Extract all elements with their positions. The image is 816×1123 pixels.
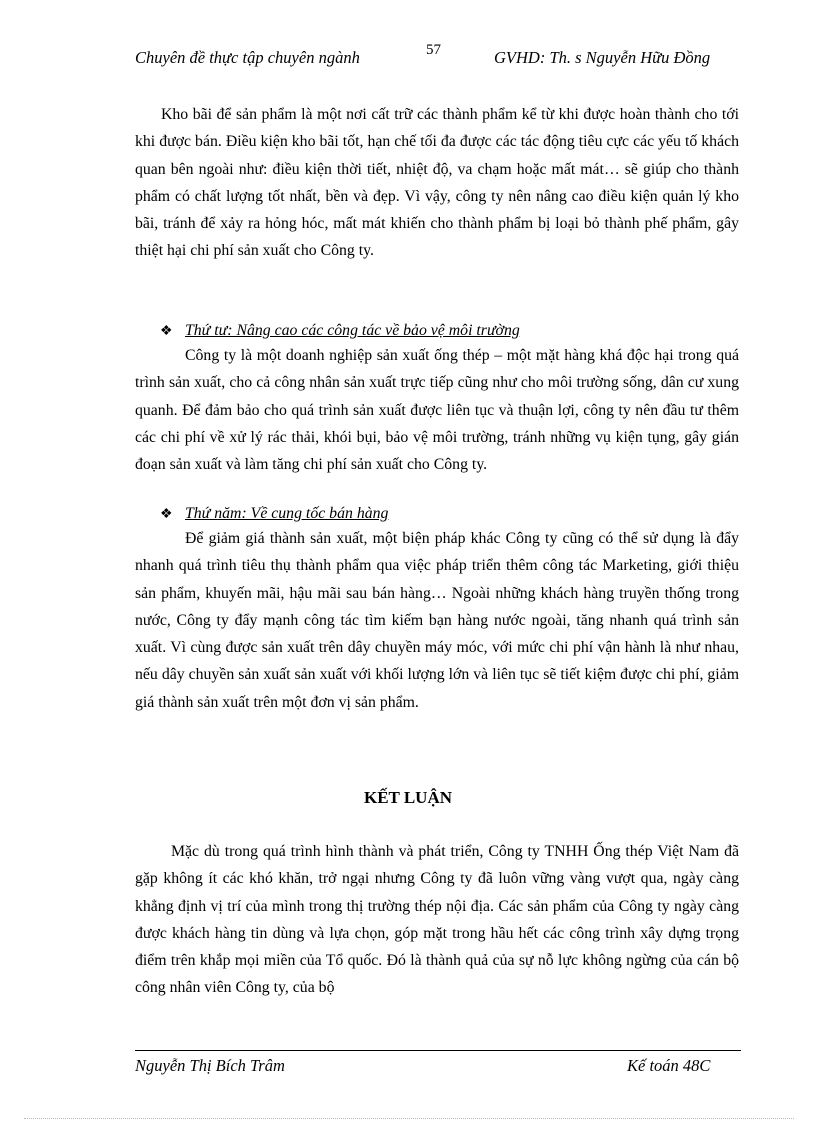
page-number: 57 [426, 42, 441, 58]
bullet-heading-environment [160, 317, 520, 345]
conclusion-heading: KẾT LUẬN [363, 788, 452, 807]
header-course-title: Chuyên đề thực tập chuyên ngành [135, 48, 360, 67]
diamond-bullet-icon: ❖ [160, 324, 173, 339]
diamond-bullet-icon: ❖ [160, 507, 173, 522]
bullet-heading-text: Thứ năm: Về cung tốc bán hàng [185, 505, 389, 522]
paragraph-conclusion: Mặc dù trong quá trình hình thành và phát triển, Công ty TNHH Ống thép Việt Nam đã gặp không ít các khó khăn, trở ngại nhưng Công ty đã luôn vững vàng vượt qua, ngày càng khẳng định vị trí của mình trong thị trường thép nội địa. Các sản phẩm của Công ty ngày càng được khách hàng tin dùng và lựa chọn, góp mặt trong hầu hết các công trình xây dựng trọng điểm trên khắp mọi miền của Tổ quốc. Đó là thành quả của sự nỗ lực không ngừng của cán bộ công nhân viên Công ty, của bộ [135, 843, 739, 997]
bullet-heading-text: Thứ tư: Nâng cao các công tác về bảo vệ môi trường [185, 322, 520, 339]
footer-author: Nguyễn Thị Bích Trâm [135, 1056, 285, 1075]
page-bottom-border [24, 1118, 794, 1119]
header-supervisor: GVHD: Th. s Nguyễn Hữu Đồng [494, 48, 711, 67]
paragraph-warehouse: Kho bãi để sản phẩm là một nơi cất trữ các thành phẩm kể từ khi được hoàn thành cho tới khi được bán. Điều kiện kho bãi tốt, hạn chế tối đa được các tác động tiêu cực các yếu tố khách quan bên ngoài như: điều kiện thời tiết, nhiệt độ, va chạm hoặc mất mát… sẽ giúp cho thành phẩm có chất lượng tốt nhất, bền và đẹp. Vì vậy, công ty nên nâng cao điều kiện quản lý kho bãi, tránh để xảy ra hỏng hóc, mất mát khiến cho thành phẩm bị loại bỏ thành phế phẩm, gây thiệt hại chi phí sản xuất cho Công ty. [135, 106, 739, 260]
footer-class: Kế toán 48C [627, 1056, 711, 1075]
footer-divider [135, 1050, 741, 1051]
paragraph-sales: Để giảm giá thành sản xuất, một biện pháp khác Công ty cũng có thể sử dụng là đẩy nhanh quá trình tiêu thụ thành phẩm qua việc pháp triển thêm công tác Marketing, giới thiệu sản phẩm, khuyến mãi, hậu mãi sau bán hàng… Ngoài những khách hàng truyền thống trong nước, Công ty đẩy mạnh công tác tìm kiếm bạn hàng nước ngoài, tăng nhanh quá trình sản xuất. Vì cùng được sản xuất trên dây chuyền máy móc, với mức chi phí vận hành là như nhau, nếu dây chuyền sản xuất sản xuất với khối lượng lớn và liên tục sẽ tiết kiệm được chi phí, giảm giá thành sản xuất trên một đơn vị sản phẩm. [135, 530, 739, 711]
bullet-heading-sales [160, 500, 388, 528]
paragraph-environment: Công ty là một doanh nghiệp sản xuất ống thép – một mặt hàng khá độc hại trong quá trình sản xuất, cho cả công nhân sản xuất trực tiếp cũng như cho môi trường sống, dân cư xung quanh. Để đảm bảo cho quá trình sản xuất được liên tục và thuận lợi, công ty nên đầu tư thêm các chi phí về xử lý rác thải, khói bụi, bảo vệ môi trường, tránh những vụ kiện tụng, gây gián đoạn sản xuất và làm tăng chi phí sản xuất cho Công ty. [135, 347, 739, 474]
